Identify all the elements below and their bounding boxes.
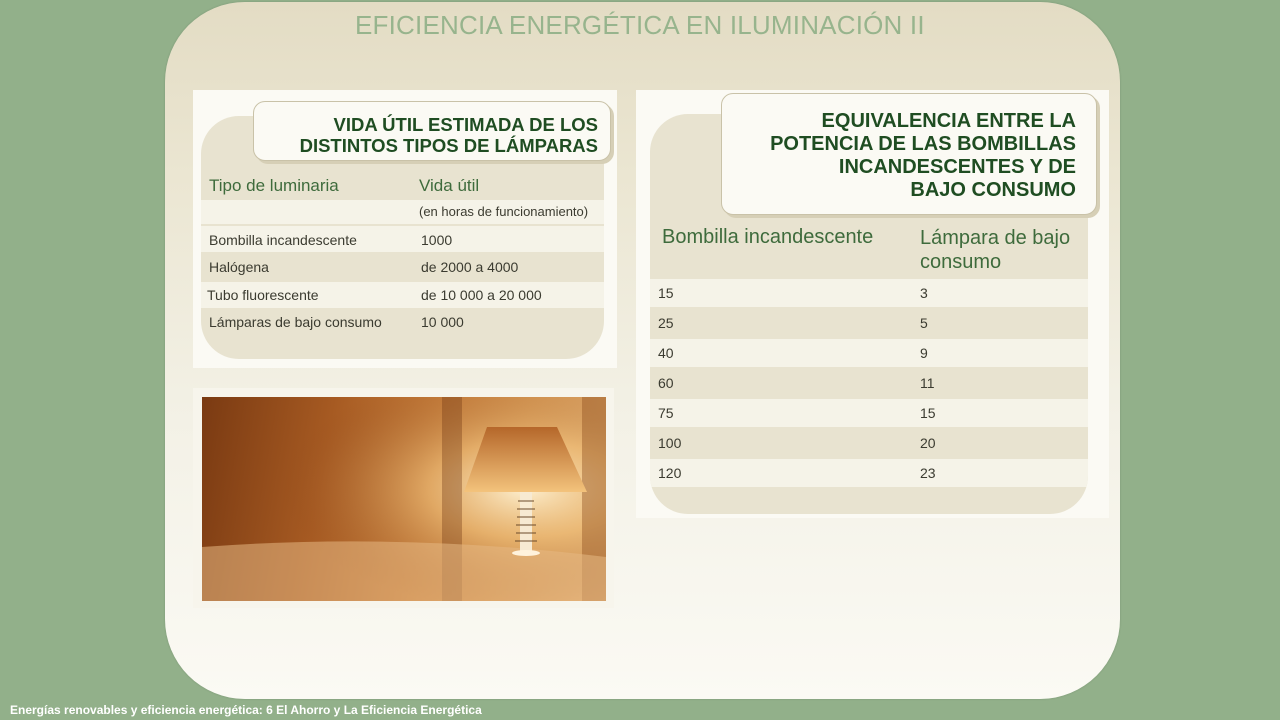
cell-low: 15 <box>920 405 936 421</box>
table-row <box>650 369 1088 397</box>
cell-low: 20 <box>920 435 936 451</box>
equivalence-table-panel <box>636 90 1109 518</box>
cell-low: 9 <box>920 345 928 361</box>
cell-low: 5 <box>920 315 928 331</box>
lifetime-heading: VIDA ÚTIL ESTIMADA DE LOS DISTINTOS TIPOS DE LÁMPARAS <box>299 114 598 157</box>
cell-low: 11 <box>920 375 935 391</box>
lamp-photo <box>202 397 606 601</box>
cell-type: Tubo fluorescente <box>207 287 319 303</box>
cell-life: de 2000 a 4000 <box>421 259 519 275</box>
cell-incandescent: 75 <box>658 405 674 421</box>
cell-life: 1000 <box>421 232 453 248</box>
col-header-life: Vida útil <box>419 176 480 195</box>
lifetime-table-panel <box>193 90 617 368</box>
cell-incandescent: 40 <box>658 345 674 361</box>
table-row <box>650 309 1088 337</box>
cell-incandescent: 15 <box>658 285 674 301</box>
table-row <box>650 429 1088 457</box>
cell-incandescent: 120 <box>658 465 682 481</box>
table-row <box>650 399 1088 427</box>
col-header-life-sub: (en horas de funcionamiento) <box>419 204 589 219</box>
col-header-type: Tipo de luminaria <box>209 176 339 195</box>
cell-low: 3 <box>920 285 928 301</box>
subheader-row <box>201 200 604 224</box>
col-header-low-consumption: Lámpara de bajo consumo <box>920 227 1071 273</box>
cell-type: Halógena <box>209 259 269 275</box>
cell-incandescent: 25 <box>658 315 674 331</box>
cell-low: 23 <box>920 465 936 481</box>
cell-incandescent: 60 <box>658 375 674 391</box>
cell-type: Bombilla incandescente <box>209 232 357 248</box>
table-row <box>650 279 1088 307</box>
equivalence-heading-box <box>721 93 1097 215</box>
table-row <box>201 282 604 308</box>
page-title: EFICIENCIA ENERGÉTICA EN ILUMINACIÓN II <box>355 10 925 40</box>
table-row <box>201 226 604 252</box>
cell-life: de 10 000 a 20 000 <box>421 287 542 303</box>
table-row <box>201 254 604 280</box>
table-row <box>650 339 1088 367</box>
lifetime-heading-box <box>253 101 611 161</box>
lamp-photo-frame <box>193 388 614 608</box>
footer-caption: Energías renovables y eficiencia energética: 6 El Ahorro y La Eficiencia Energética <box>10 703 482 717</box>
table-row <box>650 459 1088 487</box>
cell-incandescent: 100 <box>658 435 682 451</box>
cell-life: 10 000 <box>421 314 464 330</box>
table-row <box>201 310 604 336</box>
equivalence-heading: EQUIVALENCIA ENTRE LA POTENCIA DE LAS BOMBILLAS INCANDESCENTES Y DE BAJO CONSUMO <box>770 110 1076 201</box>
col-header-incandescent: Bombilla incandescente <box>662 226 874 248</box>
cell-type: Lámparas de bajo consumo <box>209 314 382 330</box>
